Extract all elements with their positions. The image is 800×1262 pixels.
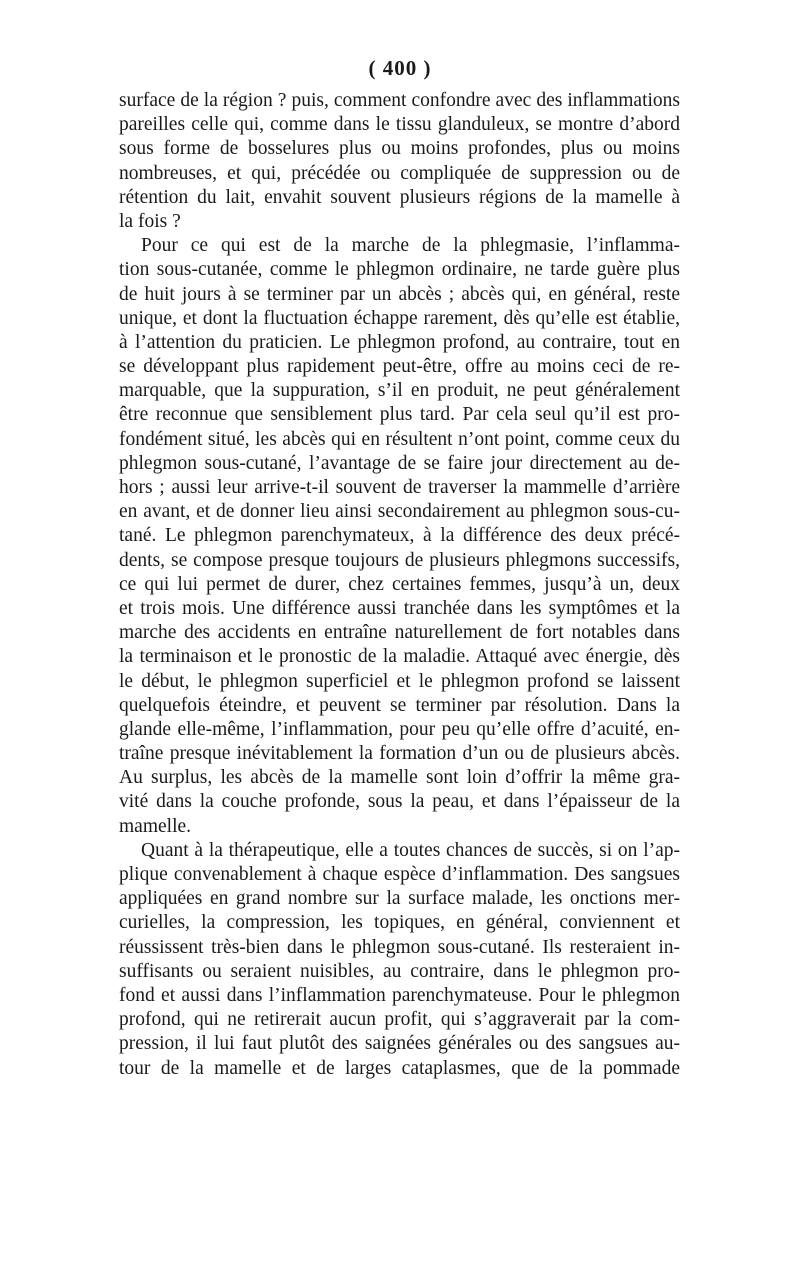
text-line: traîne presque inévitablement la formation d’un ou de plusieurs abcès. (119, 743, 680, 765)
text-line: rétention du lait, envahit souvent plusieurs régions de la mamelle à (119, 186, 680, 208)
text-line: hors ; aussi leur arrive-t-il souvent de traverser la mammelle d’arrière (119, 477, 680, 498)
text-line: phlegmon sous-cutané, l’avantage de se faire jour directement au de- (119, 452, 680, 474)
text-line: marquable, que la suppuration, s’il en produit, ne peut généralement (119, 380, 680, 402)
paragraph (119, 839, 680, 1081)
text-line: mamelle. (119, 815, 192, 837)
body-text (119, 89, 680, 1081)
text-line: Pour ce qui est de la marche de la phlegmasie, l’inflamma- (141, 235, 680, 257)
text-line: fond et aussi dans l’inflammation parenchymateuse. Pour le phlegmon (119, 984, 680, 1006)
text-line: et trois mois. Une différence aussi tranchée dans les symptômes et la (119, 597, 680, 619)
paragraph (119, 89, 680, 234)
text-line: marche des accidents en entraîne naturellement de fort notables dans (119, 622, 680, 644)
text-line: appliquées en grand nombre sur la surface malade, les onctions mer- (119, 888, 680, 910)
paragraph (119, 234, 680, 839)
text-line: de huit jours à se terminer par un abcès ; abcès qui, en général, reste (119, 283, 680, 305)
text-line: curielles, la compression, les topiques, en général, conviennent et (119, 912, 680, 934)
text-line: profond, qui ne retirerait aucun profit, qui s’aggraverait par la com- (119, 1009, 680, 1031)
text-line: quelquefois éteindre, et peuvent se terminer par résolution. Dans la (119, 694, 680, 716)
text-line: vité dans la couche profonde, sous la peau, et dans l’épaisseur de la (119, 791, 680, 813)
text-line: pareilles celle qui, comme dans le tissu glanduleux, se montre d’abord (119, 114, 680, 136)
text-line: à l’attention du praticien. Le phlegmon profond, au contraire, tout en (119, 331, 680, 353)
text-line: surface de la région ? puis, comment confondre avec des inflammations (119, 90, 680, 111)
text-line: la terminaison et le pronostic de la maladie. Attaqué avec énergie, dès (119, 646, 680, 668)
text-line: le début, le phlegmon superficiel et le phlegmon profond se laissent (119, 670, 680, 692)
text-line: dents, se compose presque toujours de plusieurs phlegmons successifs, (119, 549, 680, 571)
text-line: nombreuses, et qui, précédée ou compliquée de suppression ou de (119, 162, 680, 184)
text-line: tion sous-cutanée, comme le phlegmon ordinaire, ne tarde guère plus (119, 259, 680, 281)
text-line: Au surplus, les abcès de la mamelle sont loin d’offrir la même gra- (119, 767, 680, 789)
text-line: plique convenablement à chaque espèce d’inflammation. Des sangsues (119, 864, 680, 885)
text-line: glande elle-même, l’inflammation, pour peu qu’elle offre d’acuité, en- (119, 718, 680, 740)
text-line: se développant plus rapidement peut-être, offre au moins ceci de re- (119, 356, 680, 378)
text-line: ce qui lui permet de durer, chez certaines femmes, jusqu’à un, deux (119, 573, 680, 595)
text-line: Quant à la thérapeutique, elle a toutes chances de succès, si on l’ap- (141, 839, 680, 861)
text-line: être reconnue que sensiblement plus tard. Par cela seul qu’il est pro- (119, 404, 680, 426)
text-line: fondément situé, les abcès qui en résultent n’ont point, comme ceux du (119, 428, 680, 450)
text-line: tané. Le phlegmon parenchymateux, à la différence des deux précé- (119, 525, 680, 547)
text-line: suffisants ou seraient nuisibles, au contraire, dans le phlegmon pro- (119, 960, 680, 982)
text-line: unique, et dont la fluctuation échappe rarement, dès qu’elle est établie, (119, 307, 680, 329)
text-line: sous forme de bosselures plus ou moins profondes, plus ou moins (119, 138, 680, 160)
page-number: ( 400 ) (368, 56, 432, 80)
text-line: en avant, et de donner lieu ainsi secondairement au phlegmon sous-cu- (119, 501, 680, 523)
text-line: tour de la mamelle et de larges cataplasmes, que de la pommade (119, 1057, 680, 1079)
text-line: pression, il lui faut plutôt des saignées générales ou des sangsues au- (119, 1033, 680, 1055)
text-line: réussissent très-bien dans le phlegmon sous-cutané. Ils resteraient in- (119, 936, 680, 958)
text-line: la fois ? (119, 210, 181, 232)
